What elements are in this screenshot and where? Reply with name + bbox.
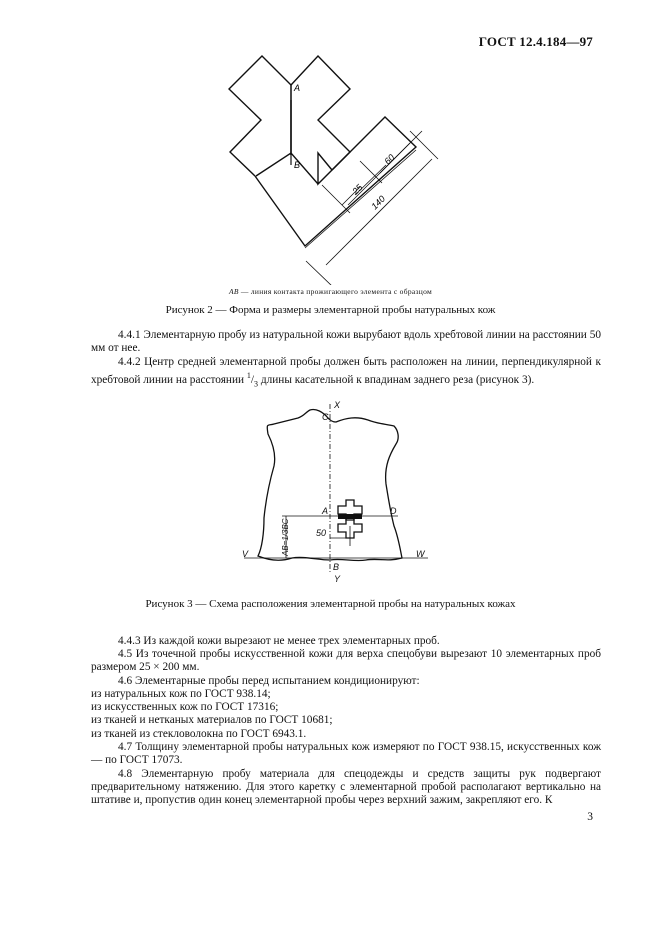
shape-edge-bottom: [255, 117, 416, 246]
conditioning-list: [91, 688, 601, 741]
frac-den: 3: [254, 379, 259, 389]
dim-25: 25: [350, 182, 365, 197]
sample-center-mark: [338, 514, 362, 519]
label-a: A: [294, 83, 301, 93]
paragraph-4-7: 4.7 Толщину элементарной пробы натуральных кож измеряют по ГОСТ 938.15, искусственных кож — по ГОСТ 17073.: [91, 741, 601, 767]
shape-edge-left: [229, 56, 291, 176]
frac-num: 1: [246, 371, 251, 381]
label-c: C: [322, 412, 329, 422]
paragraph-4-6: 4.6 Элементарные пробы перед испытанием кондиционируют:: [118, 675, 420, 687]
label-d: D: [390, 506, 397, 516]
paragraph-4-8: 4.8 Элементарную пробу материала для спецодежды и средств защиты рук подвергают предварительному натяжению. Для этого каретку с элементарной пробой располагают вертикально на штативе и, пропустив один конец элементарной пробы через верхний зажим, закрепляют его. К: [91, 768, 601, 807]
label-x: X: [334, 400, 341, 410]
label-ab-third: АВ=1/3ВС: [281, 518, 290, 556]
para-442-before: 4.4.2 Центр средней элементарной пробы должен быть расположен на линии, перпендикулярной к хребтовой линии на расстоянии: [91, 356, 601, 386]
para-442-after: длины касательной к впадинам заднего реза (рисунок 3).: [258, 373, 535, 386]
label-b: B: [294, 160, 301, 170]
figure-3-caption: Рисунок 3 — Схема расположения элементарной пробы на натуральных кожах: [145, 598, 516, 610]
paragraph-4-5: 4.5 Из точечной пробы искусственной кожи для верха спецобуви вырезают 10 элементарных проб размером 25 × 200 мм.: [91, 648, 601, 674]
document-header: ГОСТ 12.4.184—97: [478, 34, 593, 49]
label-v: V: [242, 549, 249, 559]
paragraph-4-4-3: 4.4.3 Из каждой кожи вырезают не менее трех элементарных проб.: [118, 635, 440, 647]
fraction-one-third: $^1/_3$: [246, 371, 259, 389]
figure-3-svg: [238, 398, 434, 586]
note-text: — линия контакта прожигающего элемента с образцом: [238, 287, 433, 296]
label-w: W: [416, 549, 425, 559]
note-ab: АВ: [228, 287, 239, 296]
label-b3: B: [333, 562, 340, 572]
dim-60: 60: [382, 152, 397, 167]
paragraph-4-4-2: [91, 356, 601, 390]
label-a3: A: [322, 506, 329, 516]
figure-2-svg: [210, 55, 450, 285]
figure-2-note: [0, 287, 661, 296]
figure-2-caption: Рисунок 2 — Форма и размеры элементарной пробы натуральных кож: [165, 304, 496, 316]
label-y: Y: [334, 574, 341, 584]
list-item: из натуральных кож по ГОСТ 938.14;: [91, 688, 271, 700]
paragraph-4-4-1: 4.4.1 Элементарную пробу из натуральной кожи вырубают вдоль хребтовой линии на расстоянии 50 мм от нее.: [91, 329, 601, 355]
figure-3-drawing: [238, 398, 434, 586]
label-50: 50: [316, 528, 327, 538]
list-item: из тканей и нетканых материалов по ГОСТ 10681;: [91, 714, 333, 727]
shape-edge-right: [291, 56, 350, 170]
dim-140: 140: [369, 193, 388, 212]
list-item: из искусственных кож по ГОСТ 17316;: [91, 701, 279, 714]
list-item: из тканей из стекловолокна по ГОСТ 6943.1.: [91, 727, 307, 740]
figure-2-drawing: [210, 55, 450, 285]
page-number: 3: [587, 811, 593, 823]
